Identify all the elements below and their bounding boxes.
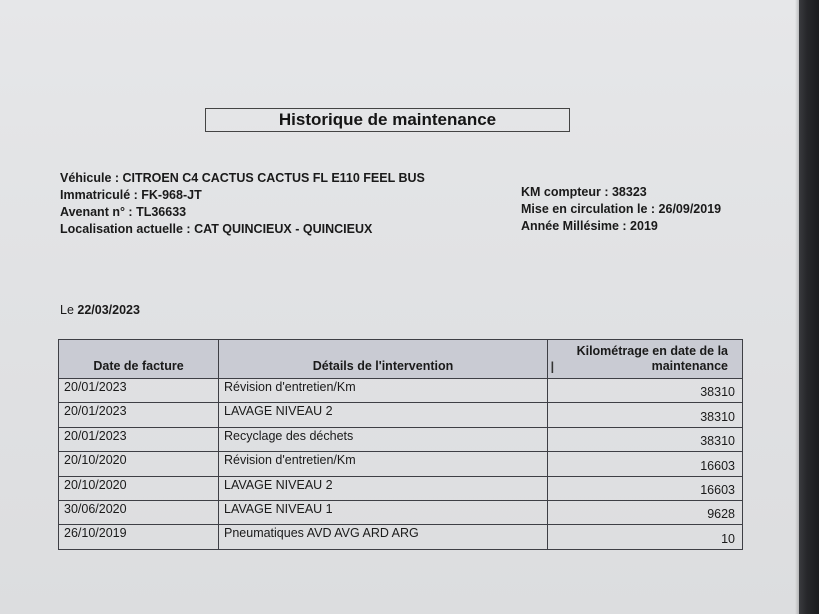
cell-details: Révision d'entretien/Km	[219, 452, 548, 476]
table-row	[59, 379, 743, 403]
cell-date: 20/01/2023	[59, 379, 219, 403]
report-date	[60, 303, 140, 317]
table-row	[59, 476, 743, 500]
table-row	[59, 500, 743, 524]
cell-details: Pneumatiques AVD AVG ARD ARG	[219, 525, 548, 549]
vehicle-plate: Immatriculé : FK-968-JT	[60, 188, 202, 202]
table-header-row	[59, 340, 743, 379]
vehicle-amendment: Avenant n° : TL36633	[60, 205, 187, 219]
cell-km: 38310	[548, 427, 743, 451]
text-cursor-icon: I	[550, 358, 555, 377]
header-invoice-date: Date de facture	[59, 340, 219, 379]
header-mileage	[548, 340, 743, 379]
cell-date: 20/01/2023	[59, 427, 219, 451]
cell-details: LAVAGE NIVEAU 2	[219, 403, 548, 427]
table-row	[59, 403, 743, 427]
vehicle-location: Localisation actuelle : CAT QUINCIEUX - QUINCIEUX	[60, 222, 373, 236]
cell-date: 20/10/2020	[59, 452, 219, 476]
vehicle-stats	[521, 184, 721, 235]
cell-km: 16603	[548, 476, 743, 500]
cell-km: 38310	[548, 379, 743, 403]
monitor-bezel	[799, 0, 819, 614]
cell-date: 20/01/2023	[59, 403, 219, 427]
table-row	[59, 525, 743, 549]
maintenance-table	[58, 339, 743, 550]
report-date-prefix: Le	[60, 303, 74, 317]
header-mileage-line2: maintenance	[651, 359, 728, 373]
header-mileage-line1: Kilométrage en date de la	[576, 344, 728, 358]
cell-km: 10	[548, 525, 743, 549]
cell-km: 9628	[548, 500, 743, 524]
page-title: Historique de maintenance	[205, 108, 570, 132]
cell-km: 38310	[548, 403, 743, 427]
cell-details: Recyclage des déchets	[219, 427, 548, 451]
registration-date: Mise en circulation le : 26/09/2019	[521, 202, 722, 216]
table-row	[59, 452, 743, 476]
cell-km: 16603	[548, 452, 743, 476]
report-date-value: 22/03/2023	[77, 303, 140, 317]
cell-date: 20/10/2020	[59, 476, 219, 500]
cell-date: 30/06/2020	[59, 500, 219, 524]
cell-details: Révision d'entretien/Km	[219, 379, 548, 403]
cell-date: 26/10/2019	[59, 525, 219, 549]
vehicle-model: Véhicule : CITROEN C4 CACTUS CACTUS FL E110 FEEL BUS	[60, 171, 425, 185]
cell-details: LAVAGE NIVEAU 2	[219, 476, 548, 500]
odometer: KM compteur : 38323	[521, 185, 647, 199]
cell-details: LAVAGE NIVEAU 1	[219, 500, 548, 524]
header-intervention-details: Détails de l'intervention	[219, 340, 548, 379]
model-year: Année Millésime : 2019	[521, 219, 658, 233]
vehicle-info	[60, 170, 425, 238]
table-row	[59, 427, 743, 451]
